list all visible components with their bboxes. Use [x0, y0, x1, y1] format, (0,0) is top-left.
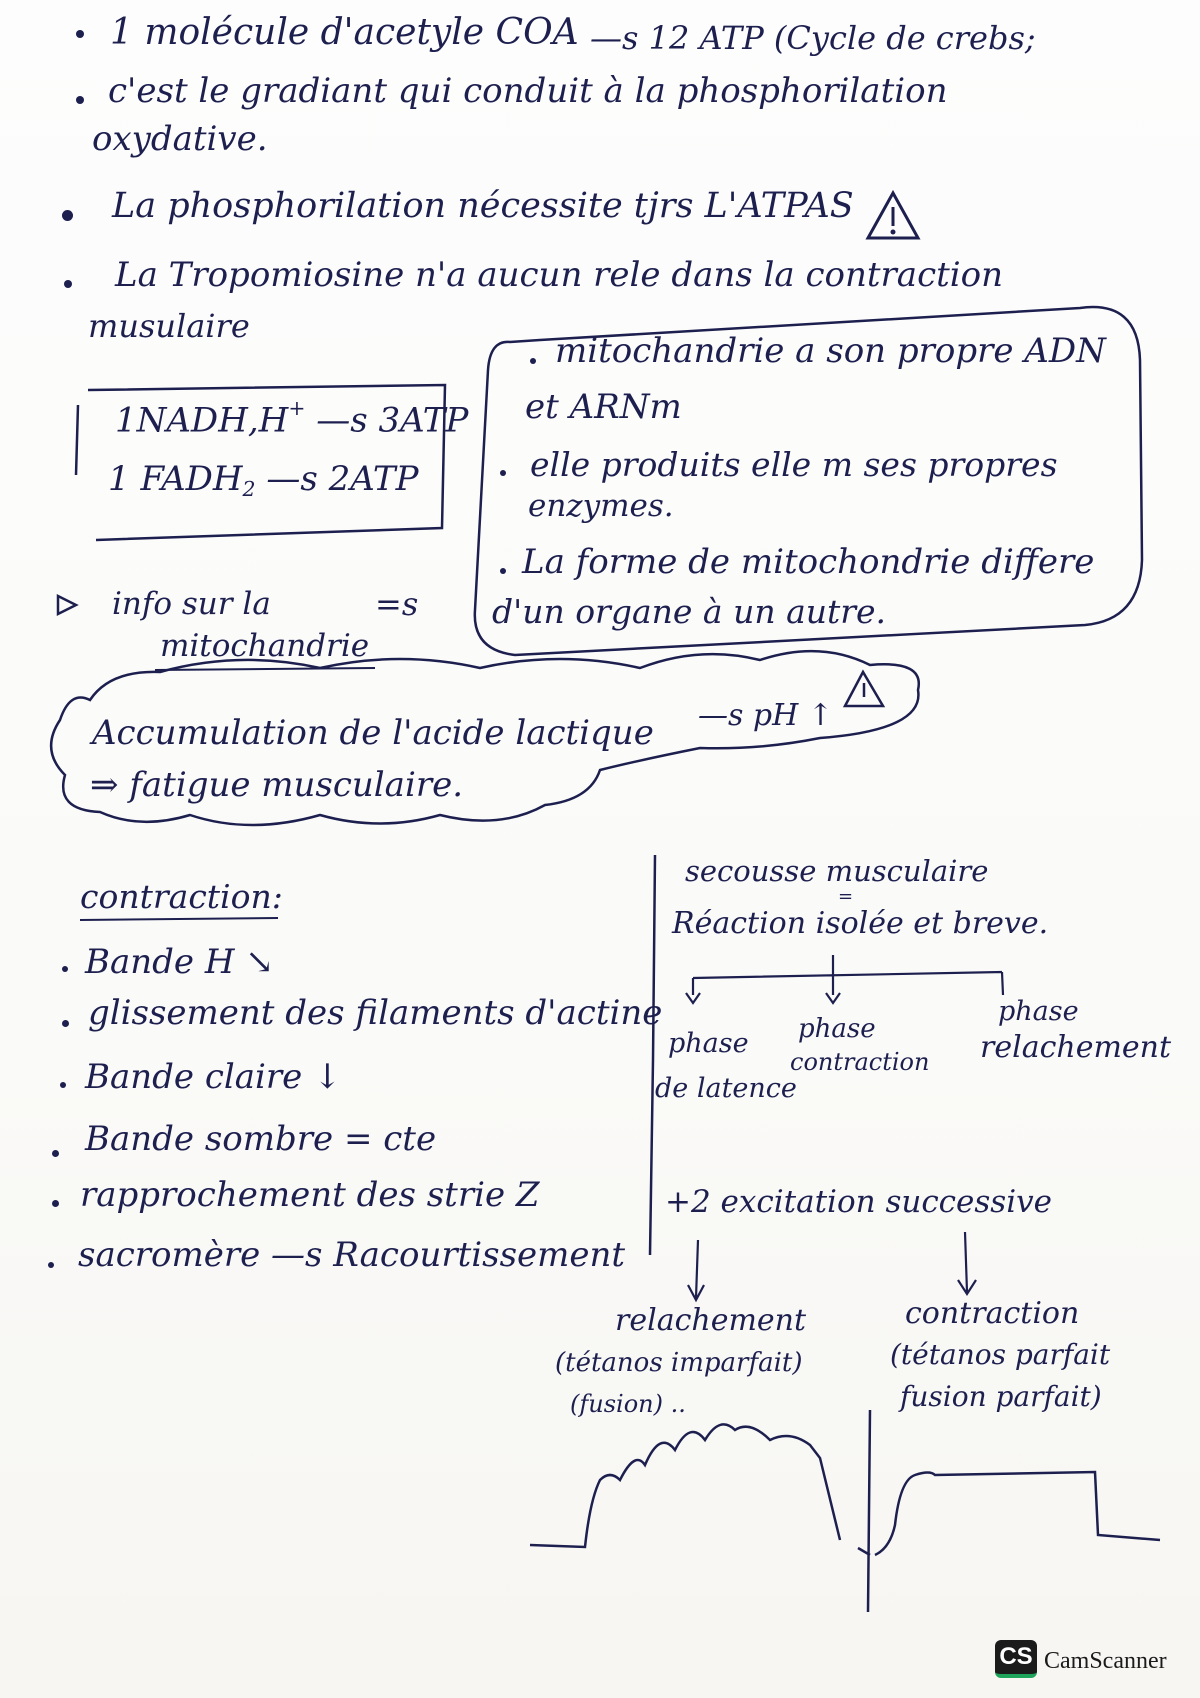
contraction-item: glissement des filaments d'actine: [88, 993, 663, 1033]
cloud-line1: Accumulation de l'acide lactique: [92, 713, 654, 753]
bullet: [48, 1262, 54, 1268]
bullet: [52, 1200, 59, 1207]
tetanos-imparfait: (tétanos imparfait): [555, 1348, 803, 1378]
camscanner-logo: CS: [995, 1640, 1037, 1678]
note-acetyl-arrow: —s 12 ATP (Cycle de crebs;: [590, 19, 1036, 57]
bullet: [62, 1020, 69, 1027]
secousse-eq: =: [838, 886, 854, 907]
note-tropomiosine: La Tropomiosine n'a aucun rele dans la contraction: [115, 255, 1004, 295]
cloud-line2: ⇒ fatigue musculaire.: [90, 765, 464, 805]
phase-relachement-a: phase: [998, 996, 1079, 1027]
fusion-parfait: fusion parfait): [900, 1380, 1102, 1413]
mito-enzymes-b: enzymes.: [528, 488, 674, 524]
fusion-label: (fusion) ..: [570, 1390, 686, 1418]
note-acetyl-coa: 1 molécule d'acetyle COA: [110, 12, 579, 53]
contraction-item: rapprochement des strie Z: [80, 1175, 540, 1215]
secousse-title: secousse musculaire: [685, 854, 989, 888]
bullet: [62, 966, 68, 972]
camscanner-brand: CamScanner: [1044, 1648, 1167, 1674]
bullet: [62, 210, 73, 221]
relachement-title: relachement: [615, 1303, 807, 1338]
vertical-divider: [650, 855, 655, 1255]
phase-contraction-a: phase: [798, 1014, 876, 1044]
phase-relachement-b: relachement: [980, 1030, 1172, 1065]
bullet: [64, 280, 72, 288]
mito-forme-a: La forme de mitochondrie differe: [522, 542, 1095, 582]
excitation-label: +2 excitation successive: [665, 1184, 1052, 1220]
mito-adn: mitochandrie a son propre ADN: [555, 331, 1106, 371]
note-oxydative: oxydative.: [92, 119, 268, 159]
phase-latence-b: de latence: [655, 1073, 797, 1104]
equation-nadh: 1NADH,H+ —s 3ATP: [115, 396, 469, 441]
info-arrow: =s: [375, 585, 419, 623]
bullet: [60, 1082, 66, 1088]
note-musculaire: musulaire: [88, 307, 250, 345]
mito-arnm: et ARNm: [525, 387, 682, 427]
tetanos-parfait-axes: [858, 1410, 870, 1612]
tetanos-imparfait-curve: [530, 1424, 840, 1547]
info-label: info sur la: [112, 586, 271, 622]
bullet: [76, 30, 84, 38]
triangle-bullet-icon: [58, 596, 76, 614]
contraction-title: contraction:: [80, 877, 283, 916]
contraction-item: sacromère —s Racourtissement: [78, 1235, 626, 1275]
contraction-item: Bande claire ↓: [85, 1057, 342, 1097]
bullet: [500, 568, 506, 574]
contraction-item: Bande H ↘: [85, 942, 274, 982]
mito-forme-b: d'un organe à un autre.: [492, 592, 887, 631]
bullet: [76, 96, 84, 104]
bullet: [500, 470, 506, 476]
equation-fadh: 1 $FADH_2$ —s 2ATP: [108, 459, 419, 502]
note-atpas: La phosphorilation nécessite tjrs L'ATPAS: [112, 186, 854, 226]
bullet: [52, 1150, 59, 1157]
bullet: [530, 358, 536, 364]
phase-tree: [693, 955, 1003, 995]
phase-latence-a: phase: [668, 1028, 749, 1059]
note-gradiant: c'est le gradiant qui conduit à la phosphorilation: [108, 71, 948, 111]
phase-contraction-b: contraction: [790, 1048, 930, 1076]
tetanos-parfait: (tétanos parfait: [890, 1338, 1111, 1371]
tetanos-parfait-curve: [875, 1472, 1160, 1555]
info-mitochondrie: mitochandrie: [160, 628, 370, 664]
contraction-title-right: contraction: [905, 1296, 1080, 1331]
contraction-item: Bande sombre = cte: [85, 1119, 437, 1159]
secousse-subtitle: Réaction isolée et breve.: [672, 906, 1049, 941]
mito-enzymes-a: elle produits elle m ses propres: [530, 445, 1058, 484]
cloud-ph: —s pH ↑: [698, 698, 833, 733]
